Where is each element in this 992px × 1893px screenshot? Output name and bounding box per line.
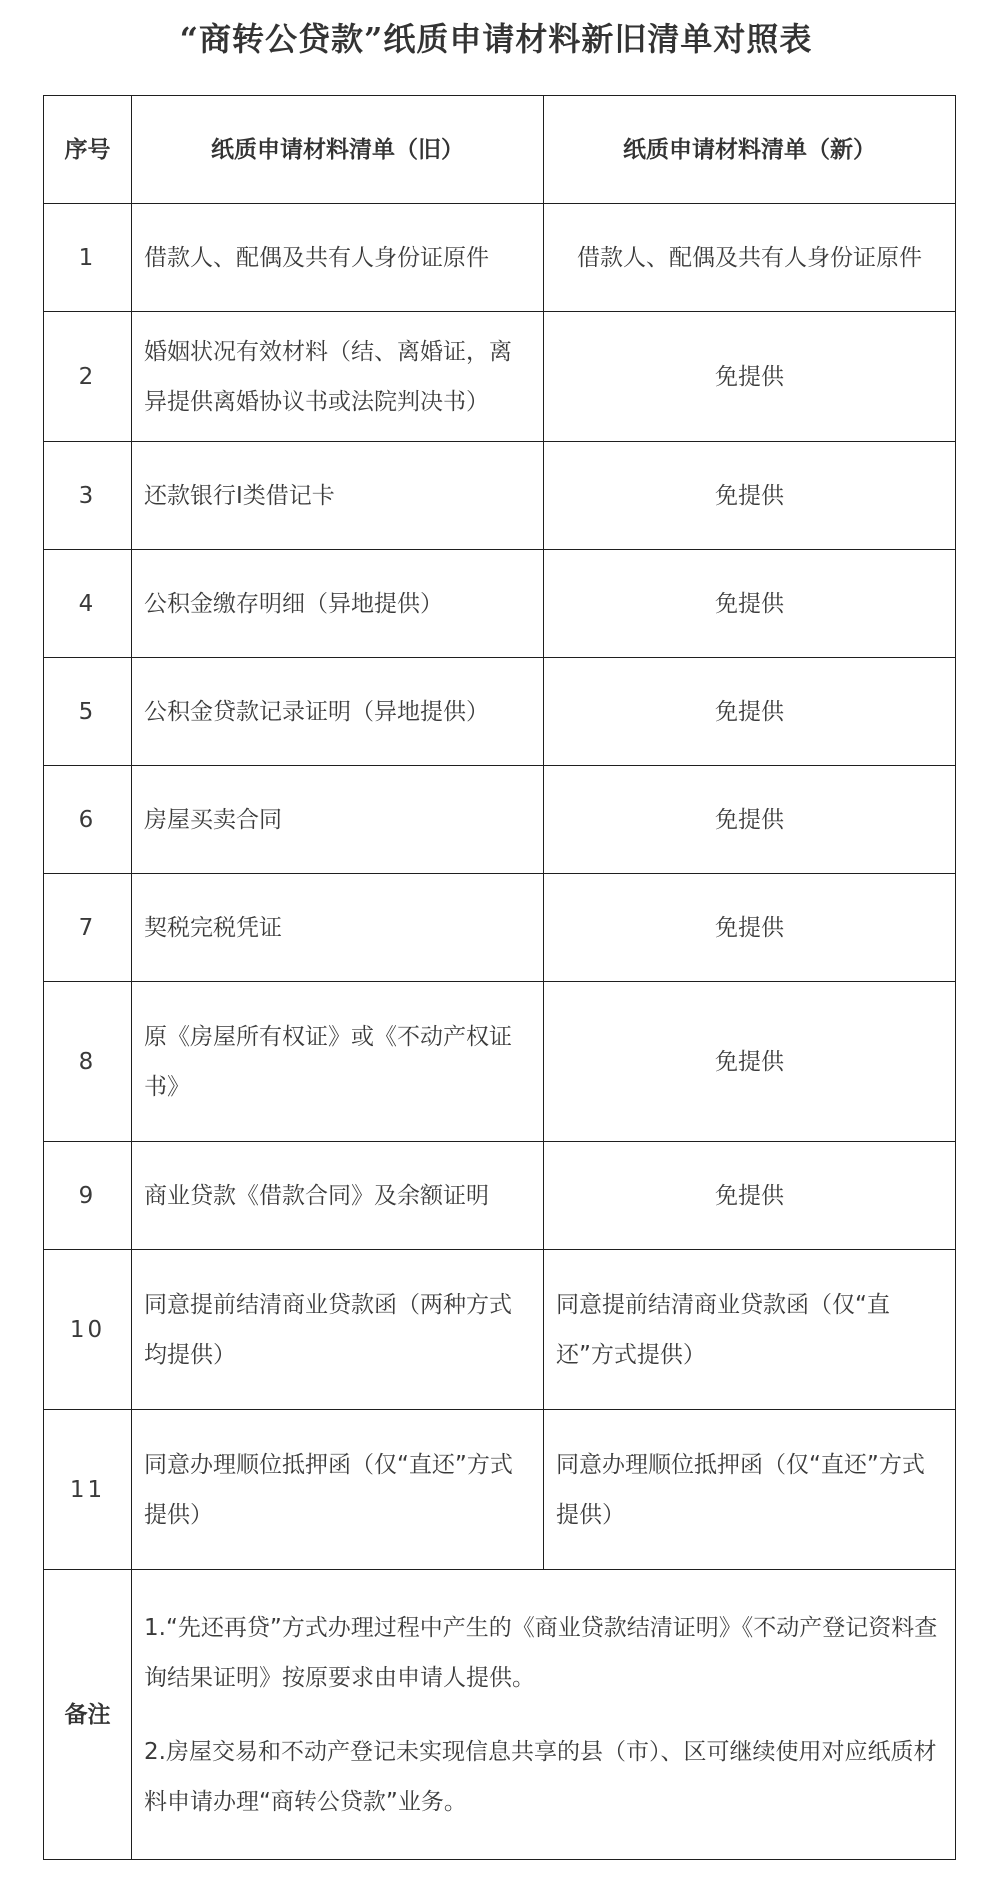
table-row: [44, 658, 956, 766]
notes-label: 备注: [44, 1570, 132, 1860]
row-number: 8: [44, 982, 132, 1142]
old-material: 契税完税凭证: [132, 874, 544, 982]
new-material: 同意提前结清商业贷款函（仅“直还”方式提供）: [544, 1250, 956, 1410]
row-number: 7: [44, 874, 132, 982]
new-material: 免提供: [544, 1142, 956, 1250]
row-number: 1: [44, 204, 132, 312]
row-number: 9: [44, 1142, 132, 1250]
table-row: [44, 1142, 956, 1250]
header-new: 纸质申请材料清单（新）: [544, 96, 956, 204]
old-material: 还款银行I类借记卡: [132, 442, 544, 550]
row-number: 3: [44, 442, 132, 550]
notes-row: [44, 1570, 956, 1860]
old-material: 原《房屋所有权证》或《不动产权证书》: [132, 982, 544, 1142]
new-material: 免提供: [544, 442, 956, 550]
table-row: [44, 550, 956, 658]
note-spacer: [144, 1703, 943, 1727]
new-material: 同意办理顺位抵押函（仅“直还”方式提供）: [544, 1410, 956, 1570]
old-material: 同意办理顺位抵押函（仅“直还”方式提供）: [132, 1410, 544, 1570]
table-row: [44, 312, 956, 442]
new-material: 免提供: [544, 550, 956, 658]
row-number: 6: [44, 766, 132, 874]
row-number: 5: [44, 658, 132, 766]
header-old: 纸质申请材料清单（旧）: [132, 96, 544, 204]
new-material: 免提供: [544, 982, 956, 1142]
row-number: 4: [44, 550, 132, 658]
table-row: [44, 766, 956, 874]
row-number: 10: [44, 1250, 132, 1410]
comparison-table: [43, 95, 956, 1860]
header-no: 序号: [44, 96, 132, 204]
table-row: [44, 982, 956, 1142]
table-row: [44, 874, 956, 982]
row-number: 2: [44, 312, 132, 442]
old-material: 房屋买卖合同: [132, 766, 544, 874]
new-material: 免提供: [544, 874, 956, 982]
table-row: [44, 442, 956, 550]
header-row: [44, 96, 956, 204]
row-number: 11: [44, 1410, 132, 1570]
note-item: 1.“先还再贷”方式办理过程中产生的《商业贷款结清证明》《不动产登记资料查询结果证明》按原要求由申请人提供。: [144, 1614, 938, 1691]
old-material: 公积金缴存明细（异地提供）: [132, 550, 544, 658]
page-title: “商转公贷款”纸质申请材料新旧清单对照表: [179, 20, 813, 58]
old-material: 公积金贷款记录证明（异地提供）: [132, 658, 544, 766]
table-row: [44, 1410, 956, 1570]
old-material: 同意提前结清商业贷款函（两种方式均提供）: [132, 1250, 544, 1410]
table-row: [44, 204, 956, 312]
old-material: 商业贷款《借款合同》及余额证明: [132, 1142, 544, 1250]
new-material: 免提供: [544, 312, 956, 442]
notes-body: [132, 1570, 956, 1860]
new-material: 免提供: [544, 766, 956, 874]
note-item: 2.房屋交易和不动产登记未实现信息共享的县（市）、区可继续使用对应纸质材料申请办理“商转公贷款”业务。: [144, 1738, 937, 1815]
new-material: 免提供: [544, 658, 956, 766]
new-material: 借款人、配偶及共有人身份证原件: [544, 204, 956, 312]
table-row: [44, 1250, 956, 1410]
old-material: 婚姻状况有效材料（结、离婚证，离异提供离婚协议书或法院判决书）: [132, 312, 544, 442]
old-material: 借款人、配偶及共有人身份证原件: [132, 204, 544, 312]
